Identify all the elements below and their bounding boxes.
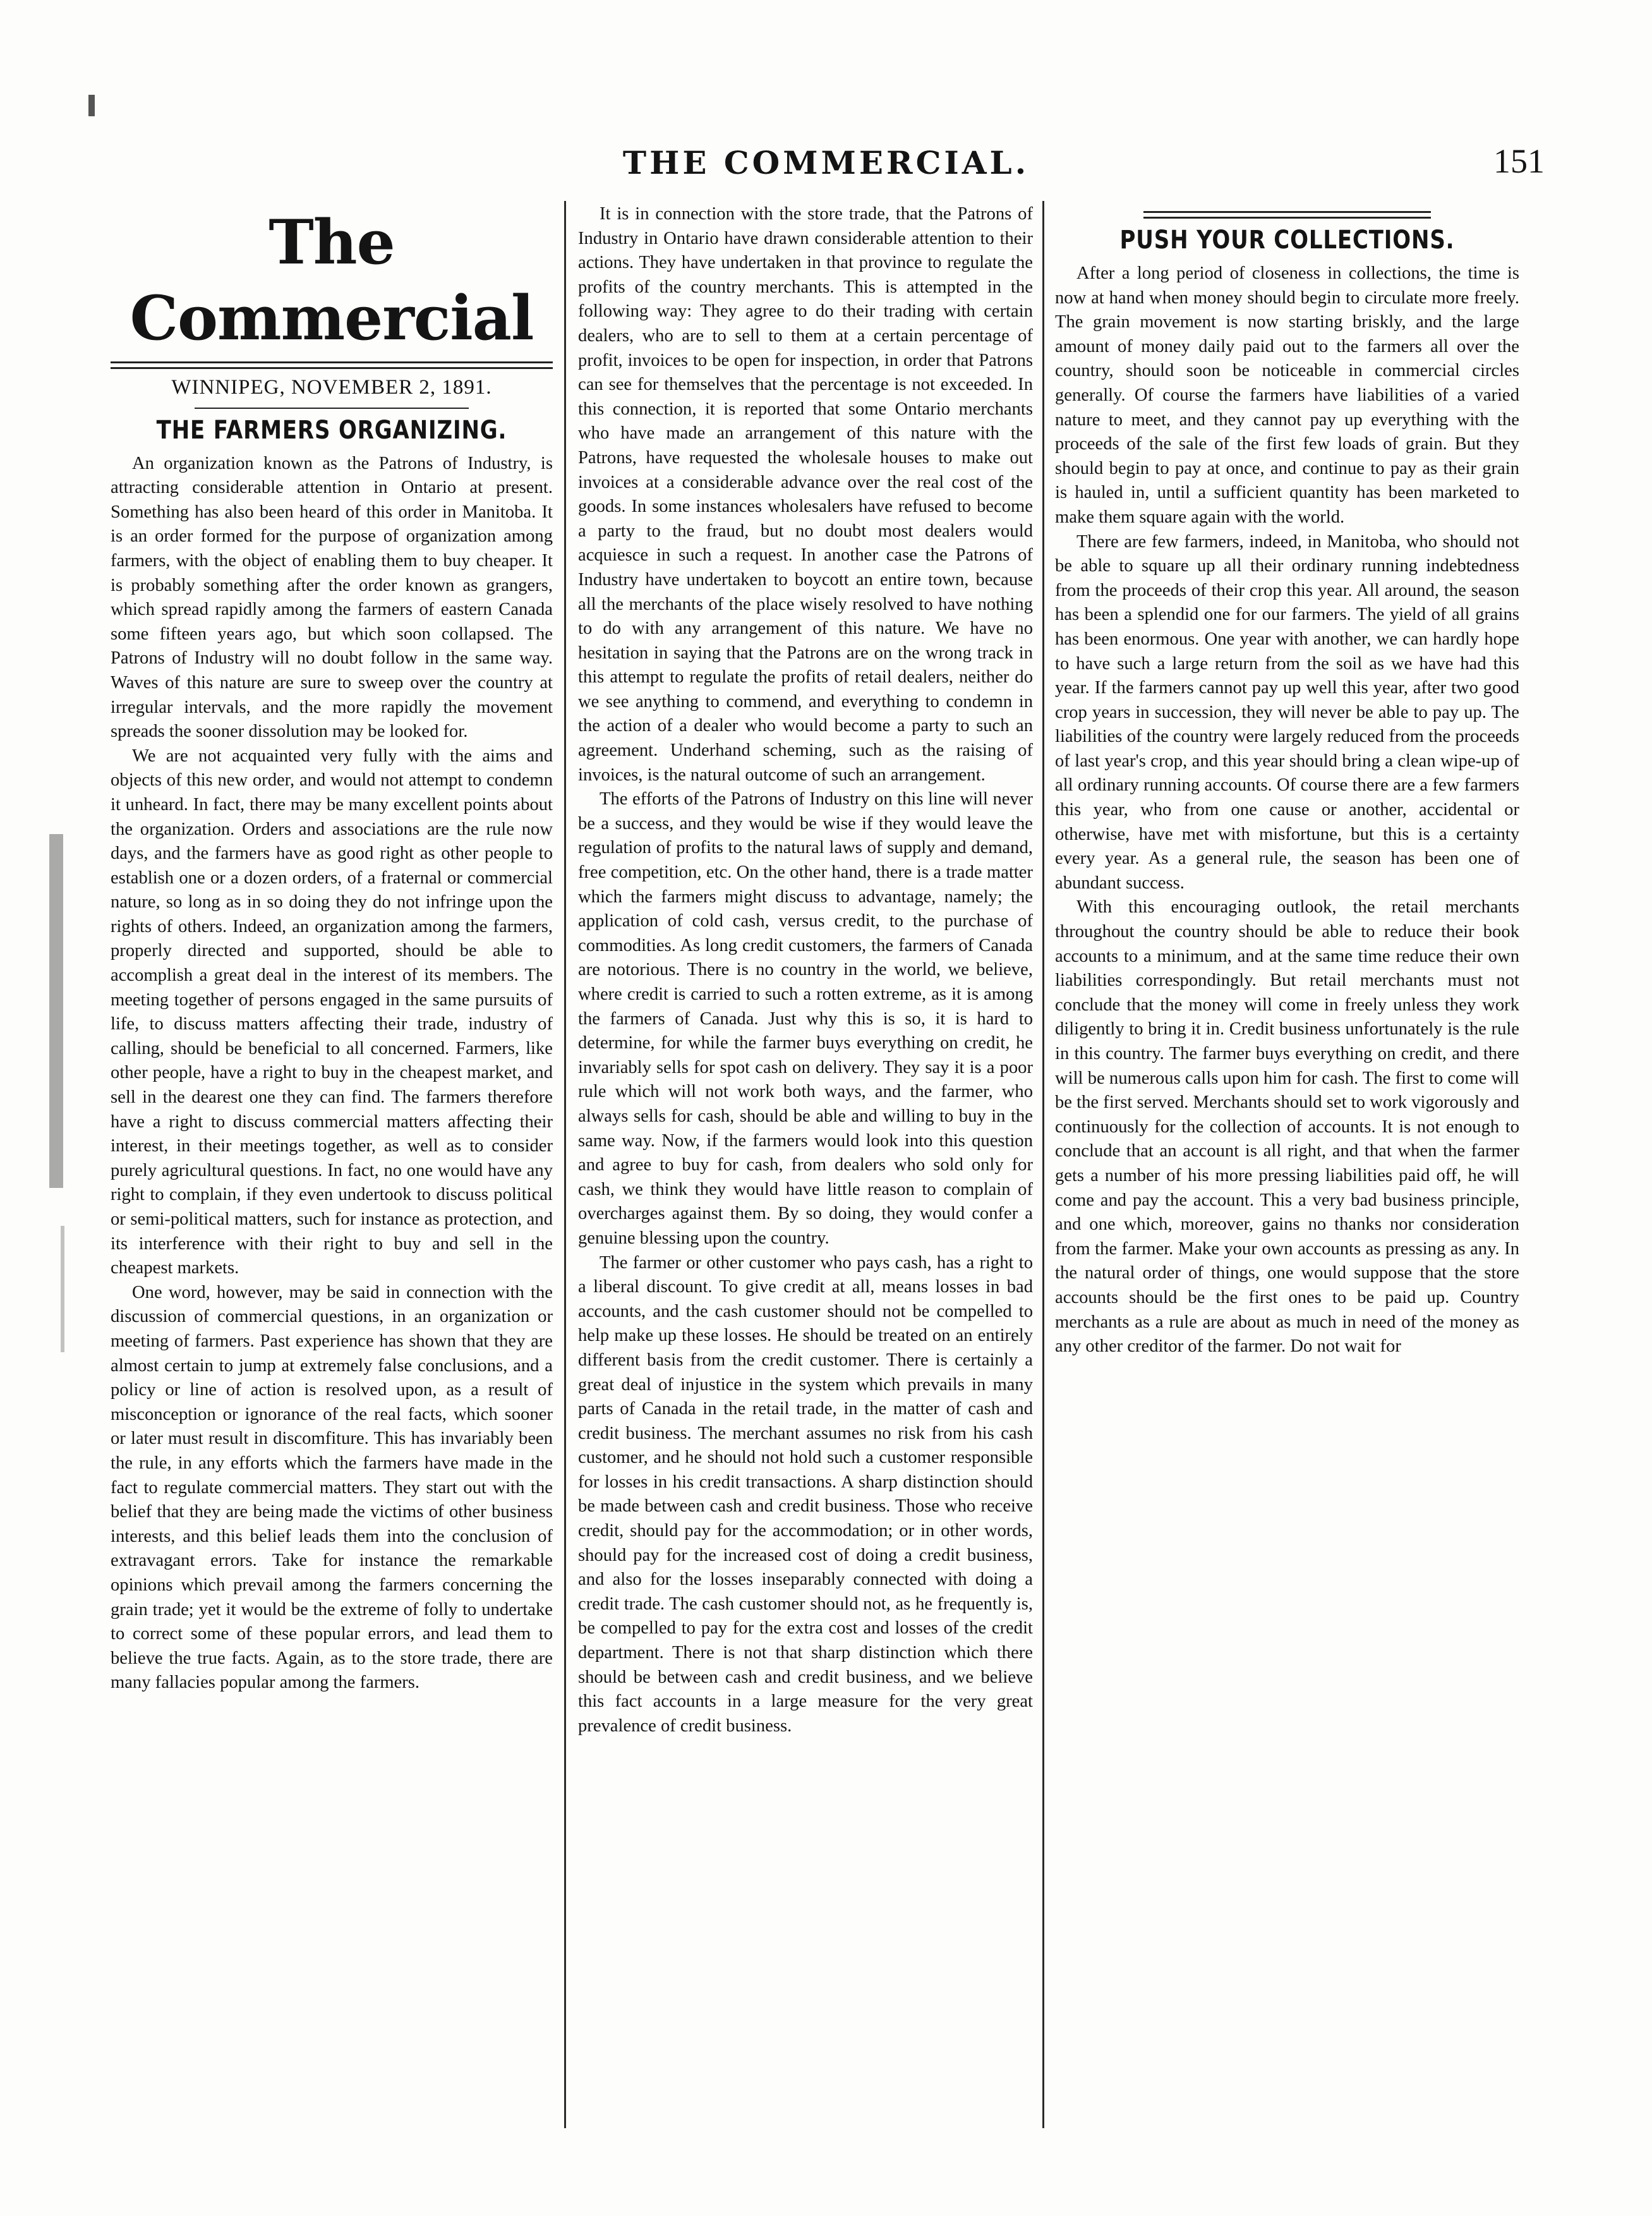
article-paragraph: An organization known as the Patrons of Industry, is attracting considerable attention in Ontario at present. Something has also been heard of this order in Manitoba. It is an order formed for the purpose of organization among farmers, with the object of enabling them to buy cheaper. It is probably something after the order known as grangers, which spread rapidly among the farmers of eastern Canada some fifteen years ago, but which soon collapsed. The Patrons of Industry will no doubt follow in the same way. Waves of this nature are sure to sweep over the country at irregular intervals, and the more rapidly the movement spreads the sooner dissolution may be looked for. <box>111 453 553 742</box>
running-title: THE COMMERCIAL. <box>622 144 1030 181</box>
dateline: WINNIPEG, NOVEMBER 2, 1891. <box>171 376 492 399</box>
article-headline: THE FARMERS ORGANIZING. <box>156 415 507 445</box>
column-2 <box>578 202 1033 2123</box>
article-paragraph: The efforts of the Patrons of Industry on this line will never be a success, and they would be wise if they would leave the regulation of profits to the natural laws of supply and demand, free competition, etc. On the other hand, there is a trade matter which the farmers might discuss to advantage, namely; the application of cold cash, versus credit, to the purchase of commodities. As long credit customers, the farmers of Canada are notorious. There is no country in the world, we believe, where credit is carried to such a rotten extreme, as it is among the farmers of Canada. Just why this is so, it is hard to determine, for while the farmer buys everything on credit, he invariably sells for spot cash on delivery. They say it is a poor rule which will not work both ways, and the farmer, who always sells for cash, should be able and willing to buy in the same way. Now, if the farmers would look into this question and agree to buy for cash, from dealers who sold only for cash, we think they would have little reason to complain of overcharges against them. By so doing, they would confer a genuine blessing upon the country. <box>578 789 1033 1248</box>
article-paragraph: With this encouraging outlook, the retail merchants throughout the country should be able to reduce their book accounts to a minimum, and at the same time reduce their own liabilities correspondingly. But retail merchants must not conclude that the money will come in freely unless they work diligently to bring it in. Credit business unfortunately is the rule in this country. The farmer buys everything on credit, and there will be numerous calls upon him for cash. The first to come will be the first served. Merchants should set to work vigorously and continuously for the collection of accounts. It is not enough to conclude that an account is all right, and that when the farmer gets a number of his more pressing liabilities paid off, he will come and pay the account. This a very bad business principle, and one which, moreover, gains no thanks nor consideration from the farmer. Make your own accounts as pressing as any. In the natural order of things, one would suppose that the store accounts should be the first ones to be paid up. Country merchants as a rule are about as much in need of the money as any other creditor of the farmer. Do not wait for <box>1055 897 1519 1357</box>
column-3 <box>1055 202 1519 2123</box>
article-paragraph: There are few farmers, indeed, in Manitoba, who should not be able to square up all their ordinary running indebtedness from the proceeds of their crop this year. All around, the season has been a splendid one for our farmers. The yield of all grains has been enormous. One year with another, we can hardly hope to have such a large return from the soil as we have had this year. If the farmers cannot pay up well this year, after two good crop years in succession, they will never be able to pay up. The liabilities of the country were largely reduced from the proceeds of last year's crop, and this year should bring a clean wipe-up of all ordinary running accounts. Of course there are a few farmers this year, who from one cause or another, accidental or otherwise, have met with misfortune, but this is a certainty every year. As a general rule, the season has been one of abundant success. <box>1055 531 1519 893</box>
section-rule <box>1143 211 1432 219</box>
scan-speck-left <box>61 1226 64 1352</box>
article-paragraph: After a long period of closeness in collections, the time is now at hand when money should begin to circulate more freely. The grain movement is now starting briskly, and the large amount of money daily paid out to the farmers all over the country, should soon be noticeable in commercial circles generally. Of course the farmers have liabilities of a varied nature to meet, and they cannot pay up everything with the proceeds of the sale of the first few loads of grain. But they should begin to pay at once, and continue to pay as their grain is hauled in, until a sufficient quantity has been marketed to make them square again with the world. <box>1055 263 1519 527</box>
article-paragraph: The farmer or other customer who pays cash, has a right to a liberal discount. To give credit at all, means losses in bad accounts, and the cash customer should not be compelled to help make up these losses. He should be treated on an entirely different basis from the credit customer. There is certainly a great deal of injustice in the system which prevails in many parts of Canada in the retail trade, in the matter of cash and credit business. The merchant assumes no risk from his cash customer, and he should not hold such a customer responsible for losses in his credit transactions. A sharp distinction should be made between cash and credit business. Those who receive credit, should pay for the accommodation; or in other words, should pay for the increased cost of doing a credit business, and also for the losses inseparably connected with doing a credit trade. The cash customer should not, as he frequently is, be compelled to pay for the extra cost and losses of the credit department. There is not that sharp distinction which there should be between cash and credit business, and we believe this fact accounts in a large measure for the very great prevalence of credit business. <box>578 1252 1033 1736</box>
article-paragraph: It is in connection with the store trade, that the Patrons of Industry in Ontario have drawn considerable attention to their actions. They have undertaken in that province to regulate the profits of the country merchants. This is attempted in the following way: They agree to do their trading with certain dealers, who are to sell to them at a certain percentage of profit, invoices to be open for inspection, in order that Patrons can see for themselves that the percentage is not exceeded. In this connection, it is reported that some Ontario merchants who have made an arrangement of this nature with the Patrons, have requested the wholesale houses to make out invoices at a considerable advance over the real cost of the goods. In some instances wholesalers have refused to become a party to the fraud, but no doubt most dealers would acquiesce in such a request. In another case the Patrons of Industry have undertaken to boycott an entire town, because all the merchants of the place wisely resolved to have nothing to do with any arrangement of this nature. We have no hesitation in saying that the Patrons are on the wrong track in this attempt to regulate the profits of retail dealers, neither do we see anything to commend, and everything to condemn in the action of a dealer who would become a party to such an agreement. Underhand scheming, such as the raising of invoices, is the natural outcome of such an arrangement. <box>578 204 1033 785</box>
article-paragraph: One word, however, may be said in connection with the discussion of commercial questions, in an organization or meeting of farmers. Past experience has shown that they are almost certain to jump at extremely false conclusions, and a policy or line of action is resolved upon, as a result of misconception or ignorance of the real facts, which sooner or later must result in discomfiture. This has invariably been the rule, in any efforts which the farmers have made in the fact to regulate commercial matters. They start out with the belief that they are being made the victims of other business interests, and this belief leads them into the conclusion of extravagant errors. Take for instance the remarkable opinions which prevail among the farmers concerning the grain trade; yet it would be the extreme of folly to undertake to correct some of these popular errors, and lead them to believe the true facts. Again, as to the store trade, there are many fallacies popular among the farmers. <box>111 1282 553 1693</box>
article-paragraph: We are not acquainted very fully with the aims and objects of this new order, and would not attempt to condemn it unheard. In fact, there may be many excellent points about the organization. Orders and associations are the rule now days, and the farmers have as good right as other people to establish one or a dozen orders, of a fraternal or commercial nature, so long as in so doing they do not infringe upon the rights of others. Indeed, an organization among the farmers, properly directed and supported, should be able to accomplish a great deal in the interest of its members. The meeting together of persons engaged in the same pursuits of life, to discuss matters affecting their trade, industry of calling, should be beneficial to all concerned. Farmers, like other people, have a right to buy in the cheapest market, and sell in the dearest one they can find. The farmers therefore have a right to discuss commercial matters affecting their interest, in their meetings together, as well as to consider purely agricultural questions. In fact, no one would have any right to complain, if they even undertook to discuss political or semi-political matters, such for instance as protection, and its interference with their right to buy and sell in the cheapest markets. <box>111 746 553 1278</box>
scan-speck-top-left <box>88 95 95 116</box>
column-rule <box>564 201 566 2128</box>
running-head <box>0 144 1652 182</box>
article-headline: PUSH YOUR COLLECTIONS. <box>1119 226 1455 255</box>
scan-margin-stain <box>49 834 63 1188</box>
dateline-rule <box>195 408 469 409</box>
page-number: 151 <box>1493 142 1545 180</box>
column-1 <box>111 202 553 2123</box>
masthead-rule <box>111 361 553 369</box>
masthead-title: The Commercial <box>130 207 534 354</box>
column-rule <box>1042 201 1044 2128</box>
